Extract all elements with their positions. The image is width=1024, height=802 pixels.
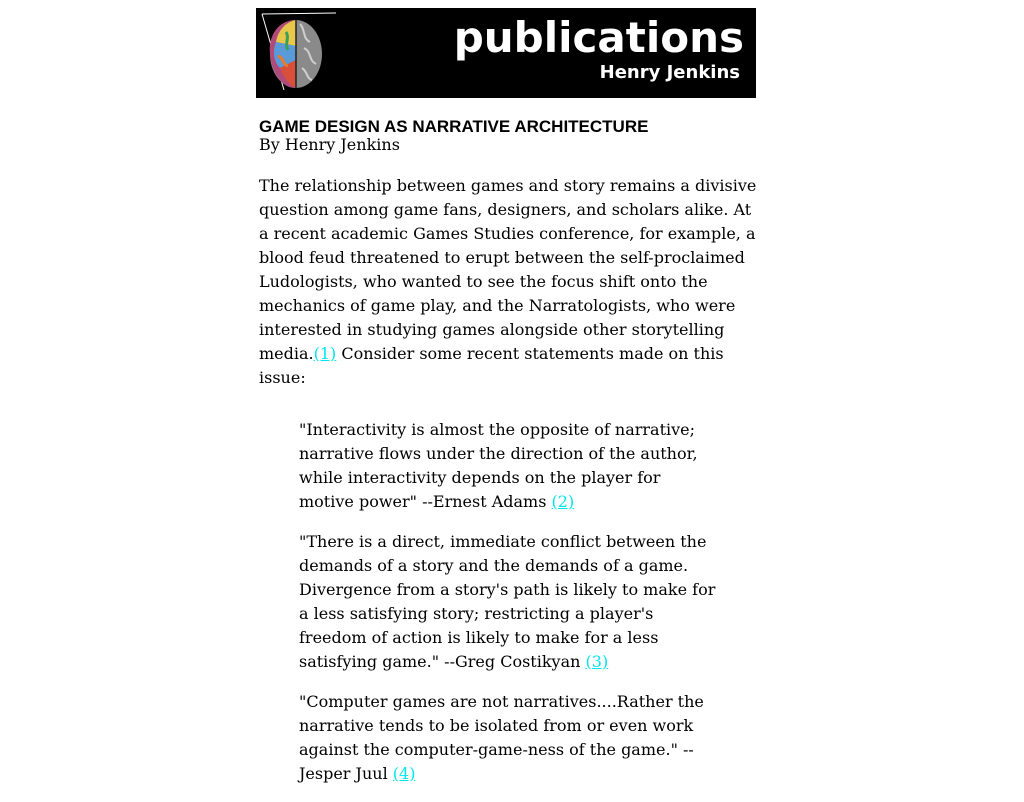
banner-author: Henry Jenkins: [599, 62, 740, 83]
quote-costikyan: [299, 530, 719, 674]
footnote-link-4[interactable]: (4): [392, 764, 416, 783]
intro-paragraph: [259, 174, 759, 390]
brain-icon: [256, 8, 336, 98]
footnote-link-3[interactable]: (3): [585, 652, 609, 671]
banner-title: publications: [453, 13, 744, 62]
article: [259, 116, 759, 802]
quote-juul: [299, 690, 719, 786]
intro-text: The relationship between games and story remains a divisive question among game fans, designers, and scholars alike. At a recent academic Games Studies conference, for example, a blood feud threatened to erupt between the self-proclaimed Ludologists, who wanted to see the focus shift onto the mechanics of game play, and the Narratologists, who were interested in studying games alongside other storytelling media.: [259, 176, 757, 363]
quote-adams: [299, 418, 719, 514]
quote-text: "Computer games are not narratives....Rather the narrative tends to be isolated from or even work against the computer-game-ness of the game." --Jesper Juul: [299, 692, 704, 783]
publications-banner: [256, 8, 756, 98]
quote-text: "There is a direct, immediate conflict between the demands of a story and the demands of a game. Divergence from a story's path is likely to make for a less satisfying story; restricting a player's freedom of action is likely to make for a less satisfying game." --Greg Costikyan: [299, 532, 716, 671]
article-byline: By Henry Jenkins: [259, 135, 400, 154]
intro-text-continued: Consider some recent statements made on this issue:: [259, 344, 724, 387]
footnote-link-2[interactable]: (2): [551, 492, 575, 511]
quote-list: [299, 418, 719, 786]
article-title: GAME DESIGN AS NARRATIVE ARCHITECTURE: [259, 117, 649, 136]
quote-text: "Interactivity is almost the opposite of narrative; narrative flows under the direction of the author, while interactivity depends on the player for motive power" --Ernest Adams: [299, 420, 698, 511]
footnote-link-1[interactable]: (1): [313, 344, 337, 363]
